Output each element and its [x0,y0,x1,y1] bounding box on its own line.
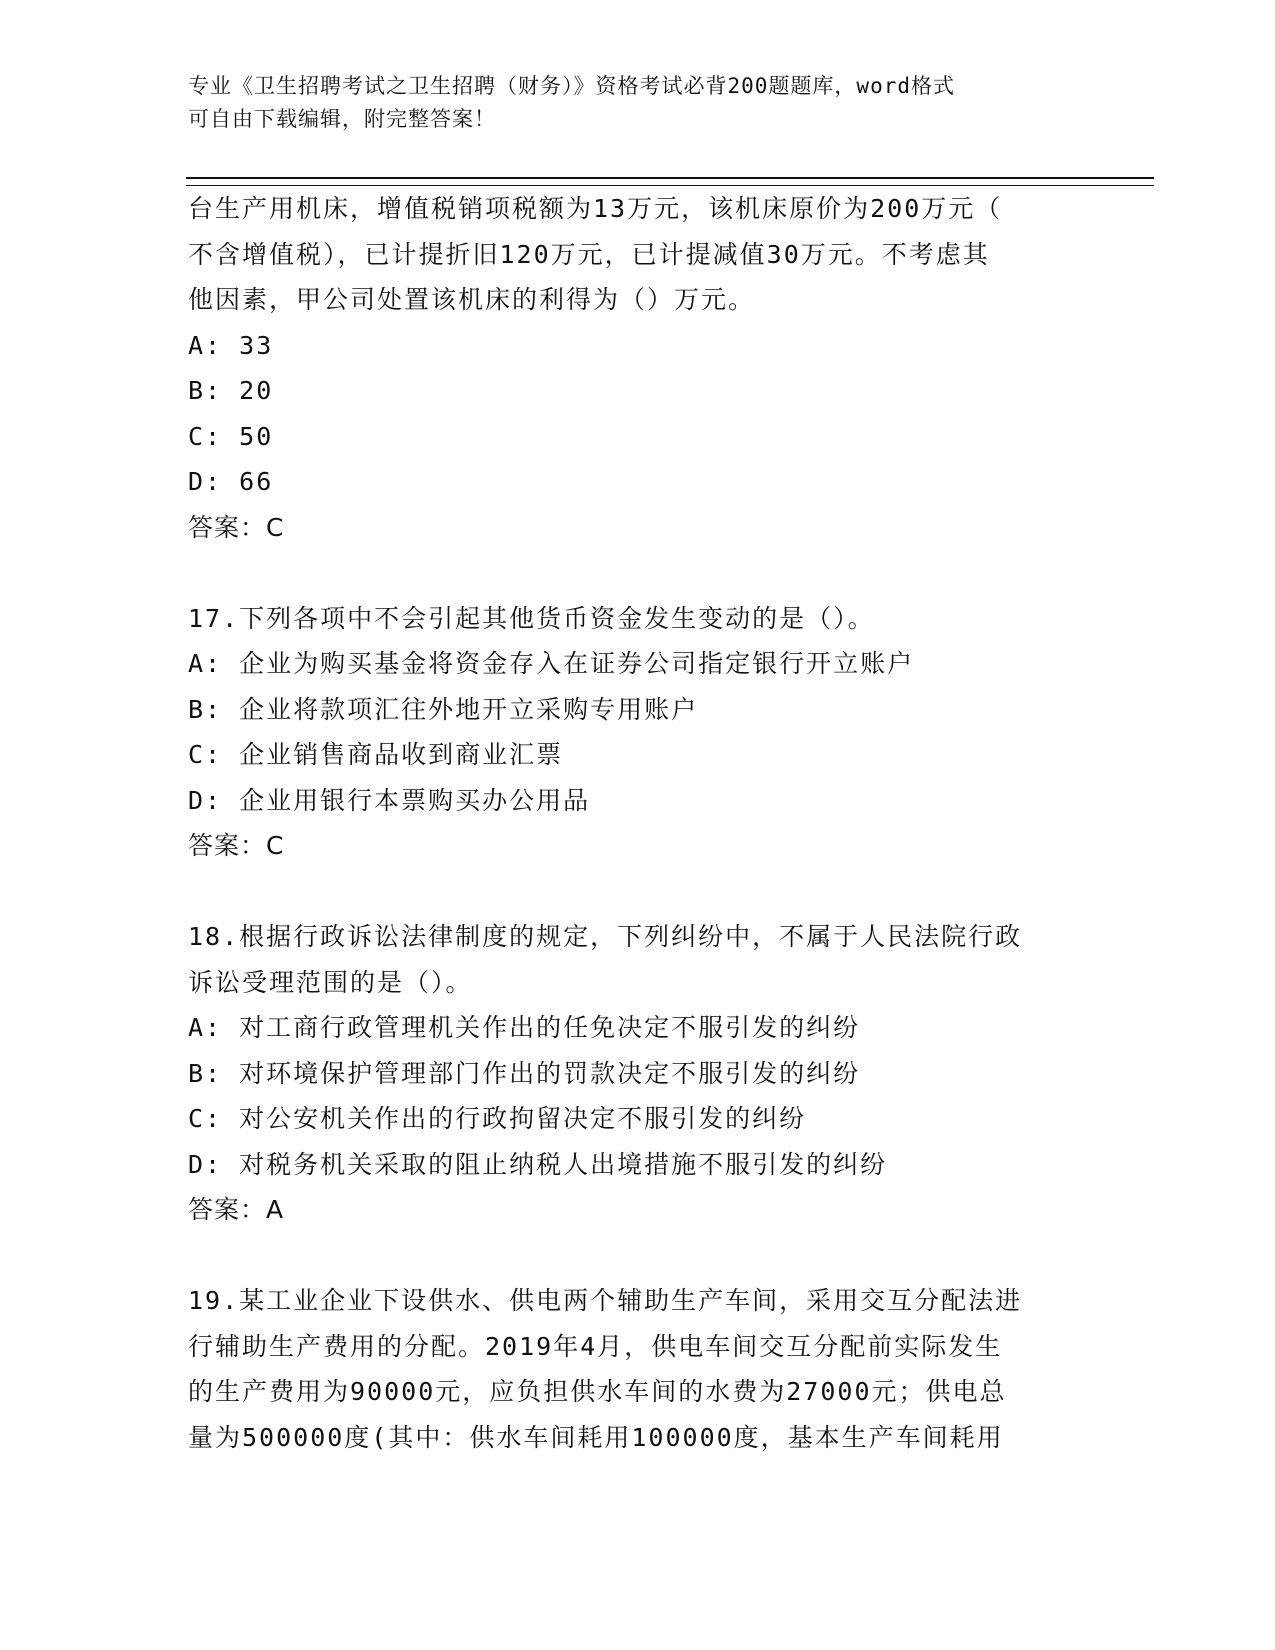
option-c: C: 对公安机关作出的行政拘留决定不服引发的纠纷 [188,1104,807,1133]
spacer [188,1233,1088,1279]
document-body [188,186,1088,1460]
question-17 [188,596,1088,869]
option-a: A: 对工商行政管理机关作出的任免决定不服引发的纠纷 [188,1013,861,1042]
document-header [188,70,1088,136]
answer-line: 答案：A [188,1195,285,1224]
header-line-1: 专业《卫生招聘考试之卫生招聘（财务）》资格考试必背200题题库，word格式 [188,74,955,98]
question-stem-line: 19.某工业企业下设供水、供电两个辅助生产车间，采用交互分配法进 [188,1286,1023,1315]
option-b: B: 对环境保护管理部门作出的罚款决定不服引发的纠纷 [188,1058,861,1088]
question-stem-line: 的生产费用为90000元，应负担供水车间的水费为27000元；供电总 [188,1377,1007,1406]
option-d: D: 66 [188,467,274,496]
question-18 [188,914,1088,1233]
option-d: D: 对税务机关采取的阻止纳税人出境措施不服引发的纠纷 [188,1149,888,1179]
question-16-continued [188,186,1088,550]
spacer [188,869,1088,915]
question-stem-line: 18.根据行政诉讼法律制度的规定，下列纠纷中，不属于人民法院行政 [188,922,1023,951]
question-stem-line: 量为500000度(其中：供水车间耗用100000度，基本生产车间耗用 [188,1422,1004,1452]
option-c: C: 企业销售商品收到商业汇票 [188,740,564,769]
answer-line: 答案：C [188,831,285,860]
option-b: B: 20 [188,376,274,405]
question-19 [188,1278,1088,1460]
option-a: A: 33 [188,330,274,360]
question-stem-line: 台生产用机床，增值税销项税额为13万元，该机床原价为200万元（ [188,194,1003,223]
header-line-2: 可自由下载编辑，附完整答案！ [188,107,496,131]
header-divider [186,177,1154,186]
answer-line: 答案：C [188,512,285,542]
option-c: C: 50 [188,421,274,451]
option-a: A: 企业为购买基金将资金存入在证券公司指定银行开立账户 [188,649,915,678]
question-stem-line: 诉讼受理范围的是（）。 [188,967,473,997]
question-stem-line: 行辅助生产费用的分配。2019年4月，供电车间交互分配前实际发生 [188,1331,1003,1361]
option-d: D: 企业用银行本票购买办公用品 [188,785,591,815]
option-b: B: 企业将款项汇往外地开立采购专用账户 [188,694,699,724]
spacer [188,550,1088,596]
question-stem-line: 17.下列各项中不会引起其他货币资金发生变动的是（）。 [188,603,875,633]
question-stem-line: 他因素，甲公司处置该机床的利得为（）万元。 [188,285,756,314]
question-stem-line: 不含增值税），已计提折旧120万元，已计提减值30万元。不考虑其 [188,239,990,269]
